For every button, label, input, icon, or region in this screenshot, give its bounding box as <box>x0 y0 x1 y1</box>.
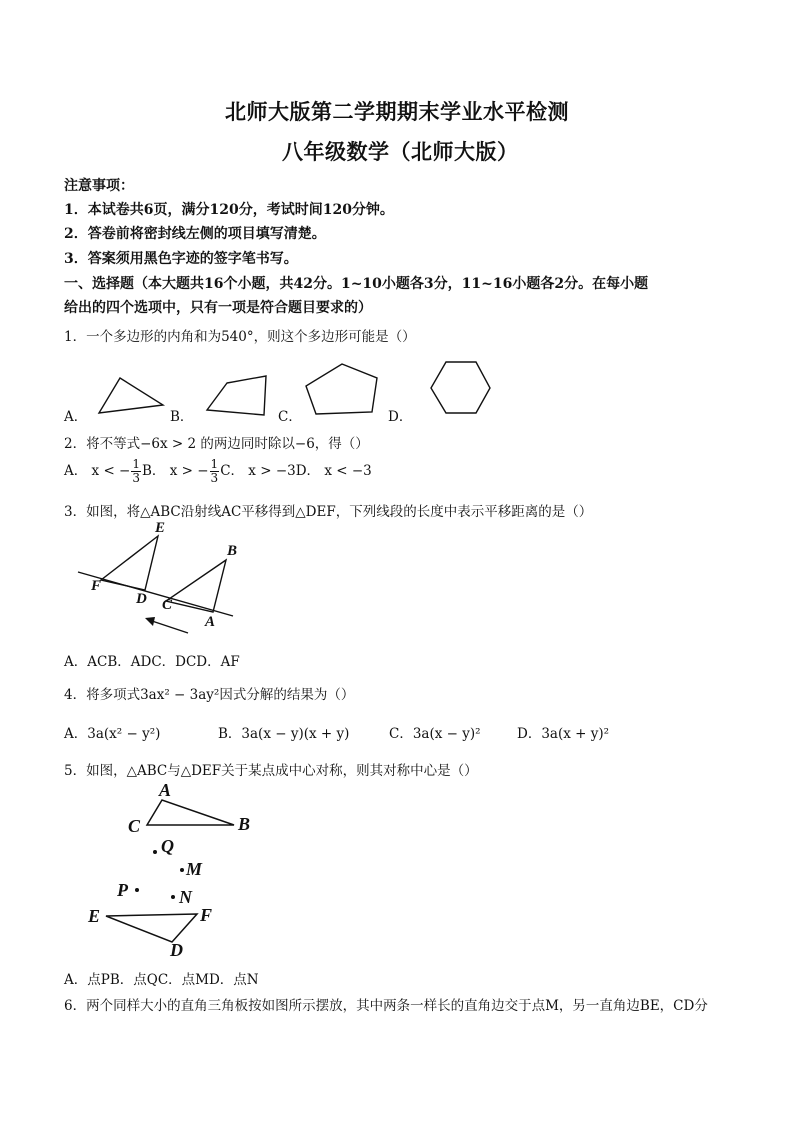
q2-option-c: C． x > −3 <box>220 463 296 479</box>
q1-option-c: C． <box>278 409 302 425</box>
label-b: B <box>227 543 238 559</box>
page-title: 北师大版第二学期期末学业水平检测 <box>225 99 569 124</box>
question-1-stem: 1．一个多边形的内角和为540°，则这个多边形可能是（） <box>64 329 416 345</box>
q1-option-d: D． <box>388 409 413 425</box>
label-q: Q <box>161 836 174 856</box>
label-b: B <box>238 814 251 834</box>
label-e: E <box>88 906 101 926</box>
question-6-stem: 6．两个同样大小的直角三角板按如图所示摆放，其中两条一样长的直角边交于点M，另一直角边BE，CD分 <box>64 998 708 1014</box>
q2-option-a-prefix: A． x < − <box>64 463 131 479</box>
q4-option-b: B．3a(x − y)(x + y) <box>218 726 350 742</box>
fraction-numerator: 1 <box>132 457 141 471</box>
label-c: C <box>162 597 173 613</box>
question-2-stem: 2．将不等式−6x > 2 的两边同时除以−6，得（） <box>64 436 369 452</box>
note-item: 2．答卷前将密封线左侧的项目填写清楚。 <box>64 226 326 242</box>
q4-option-a: A．3a(x² − y²) <box>64 726 161 742</box>
q2-option-d: D． x < −3 <box>295 463 372 479</box>
page-subtitle: 八年级数学（北师大版） <box>282 139 519 164</box>
note-item: 3．答案须用黑色字迹的签字笔书写。 <box>64 251 298 267</box>
section-heading-line2: 给出的四个选项中，只有一项是符合题目要求的） <box>64 300 372 316</box>
question-4-stem: 4．将多项式3ax² − 3ay²因式分解的结果为（） <box>64 687 355 703</box>
q4-option-c: C．3a(x − y)² <box>389 726 481 742</box>
note-item: 1．本试卷共6页，满分120分，考试时间120分钟。 <box>64 202 394 218</box>
label-f: F <box>200 905 213 925</box>
q4-option-d: D．3a(x + y)² <box>517 726 610 742</box>
label-m: M <box>186 859 203 879</box>
label-a: A <box>205 614 216 630</box>
q1-option-b: B． <box>170 409 194 425</box>
question-3-stem: 3．如图，将△ABC沿射线AC平移得到△DEF，下列线段的长度中表示平移距离的是（） <box>64 504 593 520</box>
fraction-denominator: 3 <box>132 471 141 485</box>
label-n: N <box>179 887 192 907</box>
question-5-stem: 5．如图，△ABC与△DEF关于某点成中心对称，则其对称中心是（） <box>64 763 478 779</box>
label-d: D <box>170 940 183 960</box>
fraction-numerator: 1 <box>210 457 219 471</box>
notes-heading: 注意事项： <box>64 178 134 194</box>
section-heading-line1: 一、选择题（本大题共16个小题，共42分。1~10小题各3分，11~16小题各2分。在每小题 <box>64 276 649 292</box>
label-f: F <box>91 578 102 594</box>
label-c: C <box>128 816 141 836</box>
q3-options: A．ACB．ADC．DCD．AF <box>64 654 240 670</box>
label-e: E <box>155 520 166 536</box>
q2-option-b-prefix: B． x > − <box>142 463 209 479</box>
label-a: A <box>159 780 172 800</box>
q5-options: A．点PB．点QC．点MD．点N <box>64 972 259 988</box>
fraction-denominator: 3 <box>210 471 219 485</box>
q1-option-a: A． <box>64 409 88 425</box>
label-d: D <box>136 591 147 607</box>
label-p: P <box>117 880 128 900</box>
